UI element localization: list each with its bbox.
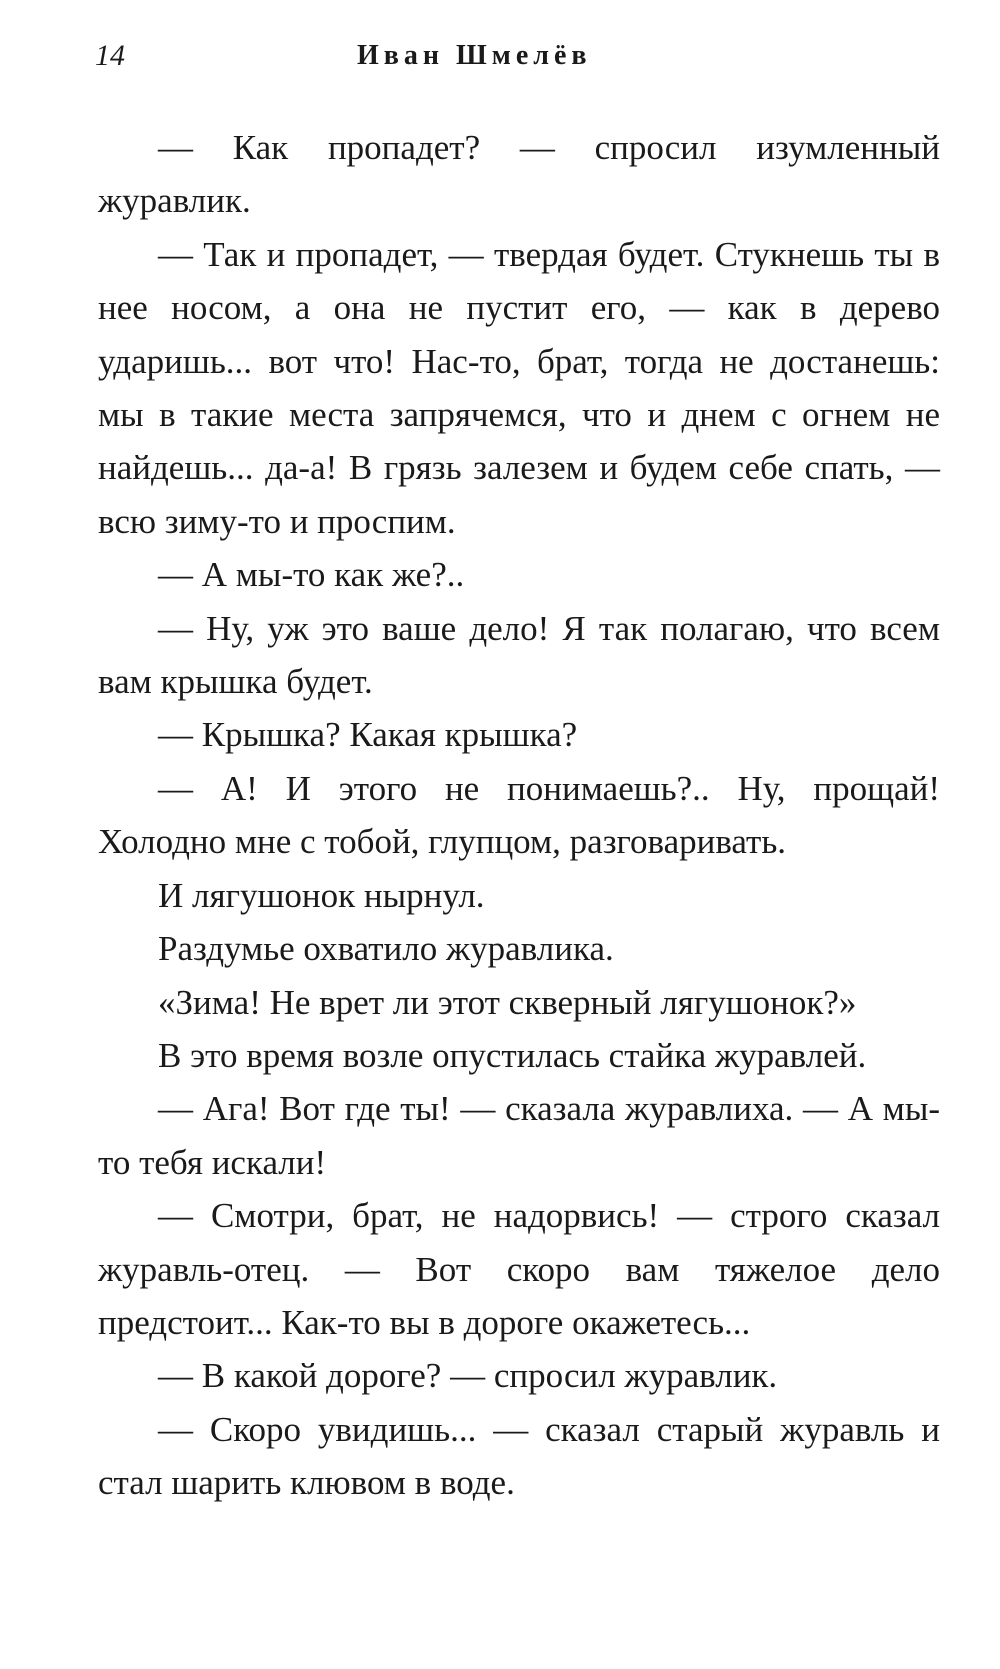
paragraph: — А мы-то как же?..: [158, 555, 465, 595]
page-number: 14: [95, 39, 125, 72]
paragraph: — Так и пропадет, — твердая будет. Стукнешь ты в нее носом, а она не пустит его, — как в дерево ударишь... вот что! Нас-то, брат, тогда не достанешь: мы в такие места запрячемся, что и днем с огнем не найдешь... да-а! В грязь залезем и будем себе спать, — всю зиму-то и проспим.: [98, 234, 940, 541]
paragraph: — Скоро увидишь... — сказал старый журавль и стал шарить клювом в воде.: [98, 1409, 940, 1503]
paragraph: Раздумье охватило журавлика.: [158, 929, 614, 969]
paragraph: — Ага! Вот где ты! — сказала журавлиха. — А мы-то тебя искали!: [98, 1089, 940, 1182]
paragraph: — Как пропадет? — спросил изумленный журавлик.: [98, 128, 940, 221]
paragraph: — Крышка? Какая крышка?: [158, 715, 578, 755]
text-body: [98, 121, 940, 1510]
paragraph: В это время возле опустилась стайка журавлей.: [158, 1035, 867, 1075]
paragraph: И лягушонок нырнул.: [158, 875, 485, 915]
paragraph: — В какой дороге? — спросил журавлик.: [158, 1356, 778, 1396]
paragraph: «Зима! Не врет ли этот скверный лягушонок?»: [158, 982, 857, 1022]
paragraph: — А! И этого не понимаешь?.. Ну, прощай! Холодно мне с тобой, глупцом, разговаривать.: [98, 768, 940, 862]
author-name: Иван Шмелёв: [357, 40, 592, 71]
paragraph: — Ну, уж это ваше дело! Я так полагаю, что всем вам крышка будет.: [98, 608, 940, 702]
paragraph: — Смотри, брат, не надорвись! — строго сказал журавль-отец. — Вот скоро вам тяжелое дело предстоит... Как-то вы в дороге окажетесь...: [98, 1196, 940, 1342]
running-head: [95, 36, 935, 76]
